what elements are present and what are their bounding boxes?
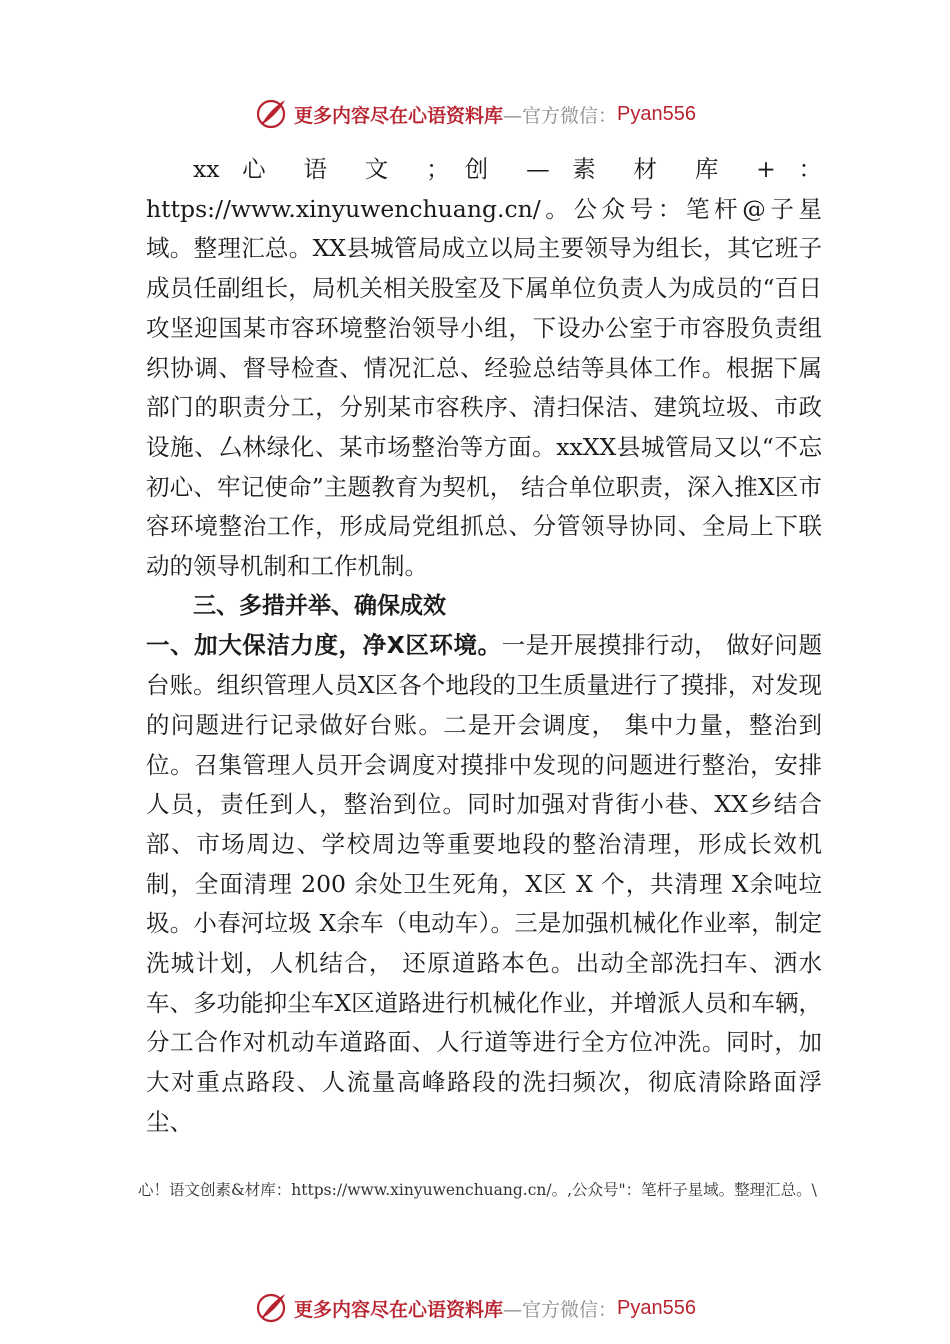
section-1-lead: 一、加大保洁力度，净X区环境。 bbox=[146, 631, 502, 660]
section-1-text: 一是开展摸排行动， 做好问题台账。组织管理人员X区各个地段的卫生质量进行了摸排，对发现的问题进行记录做好台账。二是开会调度， 集中力量，整治到位。召集管理人员开会调度对摸排中发现的问题进行整治，安排人员，责任到人，整治到位。同时加强对背街小巷、XX乡结合部、市场周边、学校周边等重要地段的整治清理，形成长效机制，全面清理 200 余处卫生死角，X区 X 个，共清理 X余吨垃圾。小春河垃圾 X余车（电动车）。三是加强机械化作业率，制定洗城计划，人机结合， 还原道路本色。出动全部洗扫车、洒水车、多功能抑尘车X区道路进行机械化作业，并增派人员和车辆，分工合作对机动车道路面、人行道等进行全方位冲洗。同时，加大对重点路段、人流量高峰路段的洗扫频次，彻底清除路面浮尘、 bbox=[146, 631, 822, 1136]
banner-title: 更多内容尽在心语资料库 bbox=[294, 1298, 504, 1321]
banner-title: 更多内容尽在心语资料库 bbox=[294, 104, 504, 127]
footer-note: 心！语文创素&材库：https://www.xinyuwenchuang.cn/。,公众号"：笔杆子星域。整理汇总。\ bbox=[138, 1181, 817, 1199]
quill-pen-logo-icon bbox=[254, 96, 290, 132]
banner-wechat-id: Pyan556 bbox=[617, 102, 696, 125]
intro-paragraph: xx 心 语 文 ；创 — 素 材 库 + ： https://www.xinyuwenchuang.cn/。公众号：笔杆@子星域。整理汇总。XX县城管局成立以局主要领导为组长，其它班子成员任副组长，局机关相关股室及下属单位负责人为成员的“百日攻坚迎国某市容环境整治领导小组，下设办公室于市容股负责组织协调、督导检查、情况汇总、经验总结等具体工作。根据下属部门的职责分工，分别某市容秩序、清扫保洁、建筑垃圾、市政设施、厶林绿化、某市场整治等方面。xxXX县城管局又以“不忘初心、牢记使命”主题教育为契机， 结合单位职责，深入推X区市容环境整治工作，形成局党组抓总、分管领导协同、全局上下联动的领导机制和工作机制。 bbox=[146, 155, 822, 581]
header-banner bbox=[0, 94, 950, 134]
banner-wechat-id: Pyan556 bbox=[617, 1296, 696, 1319]
footer-banner bbox=[0, 1288, 950, 1328]
quill-pen-logo-icon bbox=[254, 1290, 290, 1326]
banner-wechat-label: —官方微信： bbox=[503, 1298, 618, 1321]
banner-wechat-label: —官方微信： bbox=[503, 104, 618, 127]
section-1-paragraph bbox=[146, 626, 822, 1142]
section-heading: 三、多措并举、确保成效 bbox=[193, 592, 446, 619]
document-body bbox=[146, 150, 822, 1143]
